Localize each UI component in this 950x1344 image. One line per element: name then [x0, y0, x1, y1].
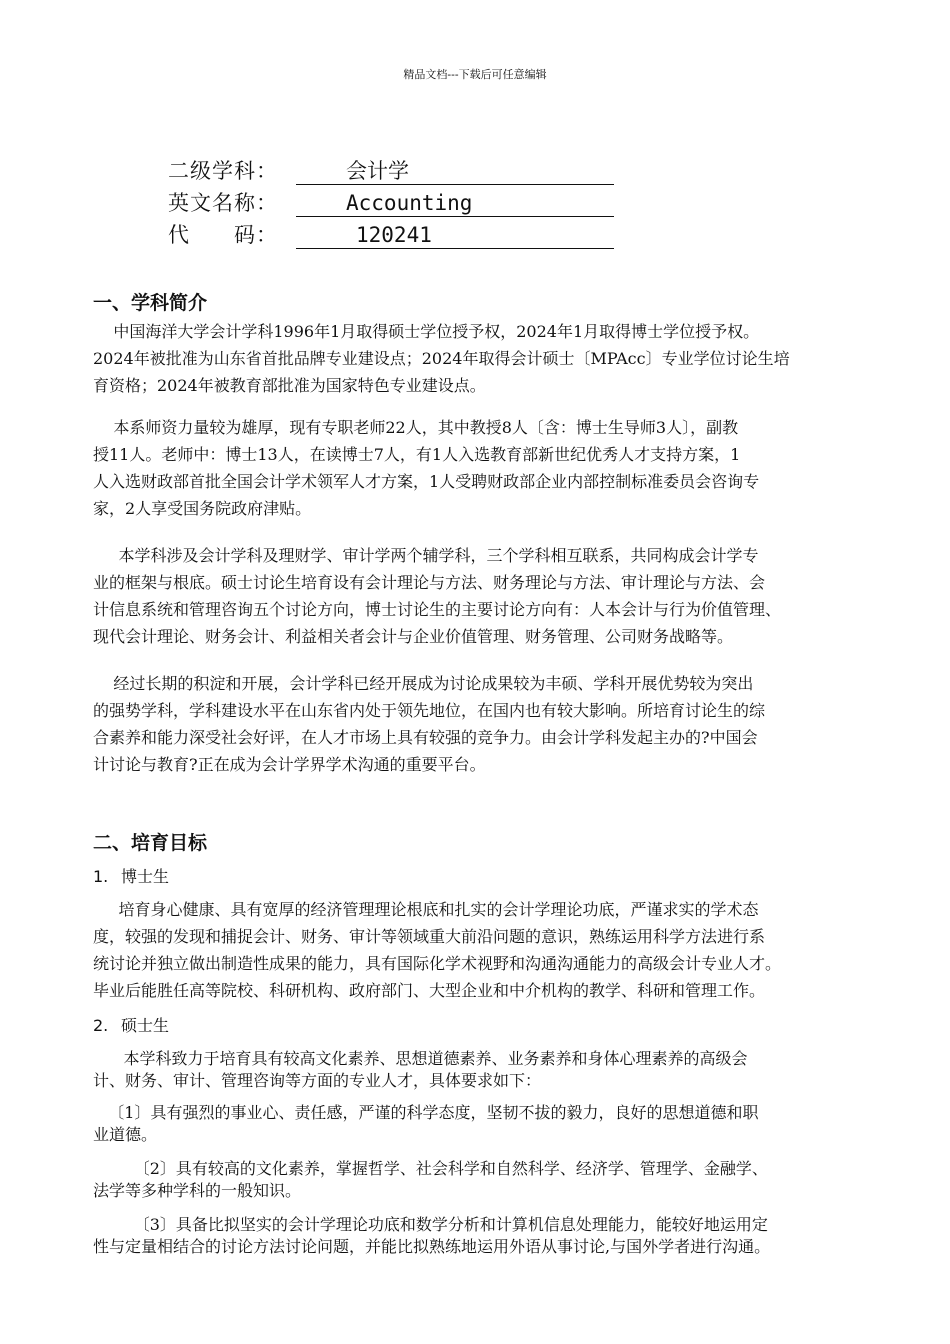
- code-value: 120241: [356, 223, 432, 247]
- english-value-field: [296, 188, 614, 217]
- code-value-field: [296, 220, 614, 249]
- masters-requirement-1: 〔1〕具有强烈的事业心、责任感，严谨的科学态度，坚韧不拔的毅力，良好的思想道德和职 业道德。: [93, 1103, 759, 1144]
- meta-english-name: [168, 188, 473, 218]
- subsection-phd-title: 博士生: [121, 867, 170, 886]
- masters-intro-paragraph: 本学科致力于培育具有较高文化素养、思想道德素养、业务素养和身体心理素养的高级会 计、财务、审计、管理咨询等方面的专业人才，具体要求如下：: [93, 1049, 748, 1090]
- section1-paragraph-3: 本学科涉及会计学科及理财学、审计学两个辅学科，三个学科相互联系，共同构成会计学专 业的框架与根底。硕士讨论生培育设有会计理论与方法、财务理论与方法、审计理论与方法、会 计信息系统和管理咨询五个讨论方向，博士讨论生的主要讨论方向有：人本会计与行为价值管理、 现代会计理论、财务会计、利益相关者会计与企业价值管理、财务管理、公司财务战略等。: [93, 546, 782, 646]
- subsection-phd-number: 1.: [93, 867, 109, 886]
- section2-title: 二、培育目标: [93, 832, 208, 854]
- subsection-phd: [93, 864, 169, 887]
- header-note: 精品文档---下载后可任意编辑: [403, 68, 547, 81]
- section1-paragraph-4: 经过长期的积淀和开展，会计学科已经开展成为讨论成果较为丰硕、学科开展优势较为突出 的强势学科，学科建设水平在山东省内处于领先地位，在国内也有较大影响。所培育讨论生的综 合素养和能力深受社会好评，在人才市场上具有较强的竞争力。由会计学科发起主办的?中国会 计讨论与教育?正在成为会计学界学术沟通的重要平台。: [93, 674, 766, 774]
- meta-code: [168, 220, 432, 250]
- subsection-masters: [93, 1013, 169, 1036]
- meta-discipline: [168, 156, 409, 186]
- masters-requirement-2: 〔2〕具有较高的文化素养，掌握哲学、社会科学和自然科学、经济学、管理学、金融学、 法学等多种学科的一般知识。: [93, 1159, 768, 1200]
- english-label: 英文名称：: [168, 191, 278, 215]
- code-label: 代 码：: [168, 223, 278, 247]
- subsection-masters-title: 硕士生: [121, 1016, 170, 1035]
- discipline-label: 二级学科：: [168, 159, 278, 183]
- english-value: Accounting: [346, 191, 473, 215]
- section1-paragraph-2: 本系师资力量较为雄厚，现有专职老师22人，其中教授8人〔含：博士生导师3人〕，副教 授11人。老师中：博士13人，在读博士7人，有1人入选教育部新世纪优秀人才支持方案，1 人入选财政部首批全国会计学术领军人才方案，1人受聘财政部企业内部控制标准委员会咨询专 家，2人享受国务院政府津贴。: [93, 418, 760, 518]
- discipline-value-field: [296, 156, 614, 185]
- section1-paragraph-1: 中国海洋大学会计学科1996年1月取得硕士学位授予权，2024年1月取得博士学位授予权。 2024年被批准为山东省首批品牌专业建设点；2024年取得会计硕士〔MPAcc〕专业学位讨论生培 育资格；2024年被教育部批准为国家特色专业建设点。: [93, 322, 790, 395]
- masters-requirement-3: 〔3〕具备比拟坚实的会计学理论功底和数学分析和计算机信息处理能力，能较好地运用定 性与定量相结合的讨论方法讨论问题，并能比拟熟练地运用外语从事讨论,与国外学者进行沟通。: [93, 1215, 771, 1256]
- discipline-value: 会计学: [346, 159, 409, 183]
- section1-title: 一、学科简介: [93, 292, 208, 314]
- subsection-masters-number: 2.: [93, 1016, 109, 1035]
- phd-goal-paragraph: 培育身心健康、具有宽厚的经济管理理论根底和扎实的会计学理论功底，严谨求实的学术态 度，较强的发现和捕捉会计、财务、审计等领域重大前沿问题的意识，熟练运用科学方法进行系 统讨论并独立做出制造性成果的能力，具有国际化学术视野和沟通沟通能力的高级会计专业人才。 毕业后能胜任高等院校、科研机构、政府部门、大型企业和中介机构的教学、科研和管理工作。: [93, 900, 782, 1000]
